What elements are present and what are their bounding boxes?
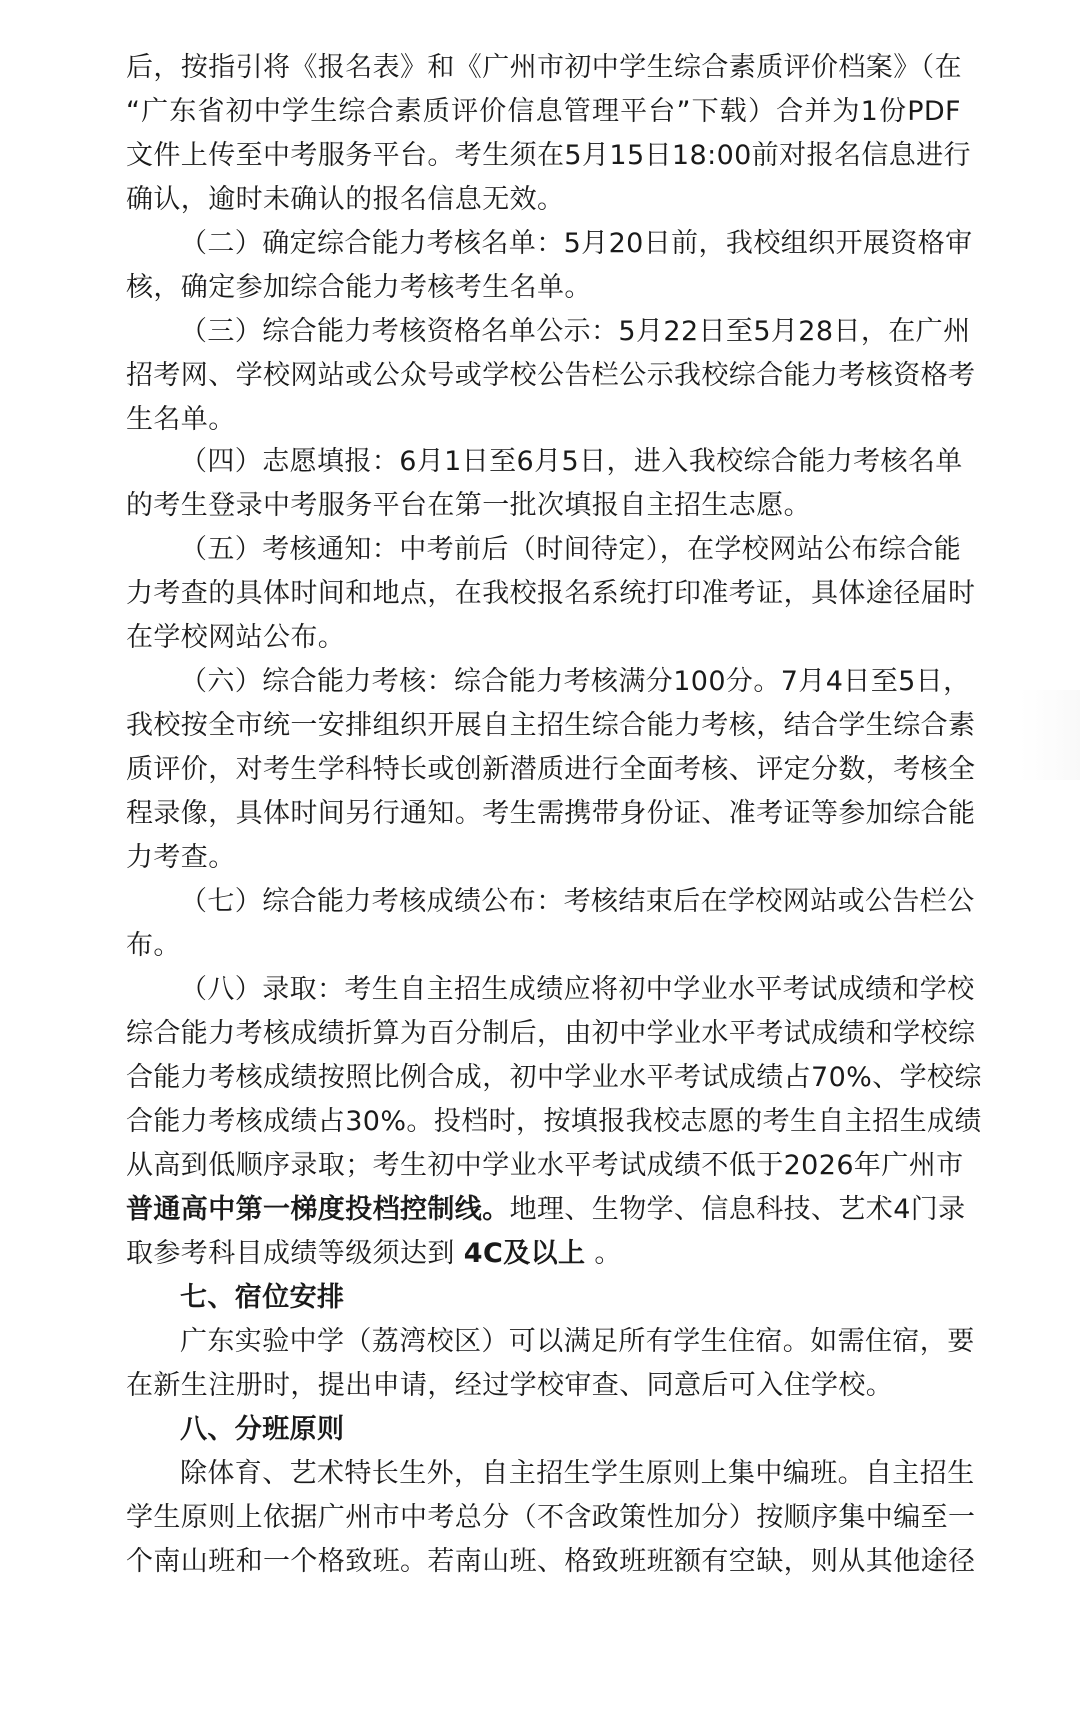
text-line: （三）综合能力考核资格名单公示：5月22日至5月28日，在广州 — [180, 316, 971, 347]
text-line: 确认，逾时未确认的报名信息无效。 — [126, 184, 565, 215]
text-line: 生名单。 — [126, 404, 236, 435]
text-line: 程录像，具体时间另行通知。考生需携带身份证、准考证等参加综合能 — [126, 798, 976, 829]
text-line: 在学校网站公布。 — [126, 622, 346, 653]
text-line: 布。 — [126, 930, 181, 961]
text-line: （八）录取：考生自主招生成绩应将初中学业水平考试成绩和学校 — [180, 974, 975, 1005]
text-line: （四）志愿填报：6月1日至6月5日，进入我校综合能力考核名单 — [180, 446, 963, 477]
text-line: （五）考核通知：中考前后（时间待定），在学校网站公布综合能 — [180, 534, 962, 565]
text-line: 招考网、学校网站或公众号或学校公告栏公示我校综合能力考核资格考 — [126, 360, 976, 391]
text-line: 力考查。 — [126, 842, 236, 873]
text-line: 力考查的具体时间和地点，在我校报名系统打印准考证，具体途径届时 — [126, 578, 976, 609]
text-span: 。 — [585, 1238, 622, 1269]
text-line: 学生原则上依据广州市中考总分（不含政策性加分）按顺序集中编至一 — [126, 1502, 976, 1533]
scan-artifact — [1020, 690, 1080, 780]
text-line: （七）综合能力考核成绩公布：考核结束后在学校网站或公告栏公 — [180, 886, 975, 917]
text-line: 后，按指引将《报名表》和《广州市初中学生综合素质评价档案》（在 — [126, 52, 962, 83]
section-heading: 八、分班原则 — [180, 1414, 345, 1445]
text-line — [126, 1230, 961, 1278]
text-line: 在新生注册时，提出申请，经过学校审查、同意后可入住学校。 — [126, 1370, 894, 1401]
text-line: 的考生登录中考服务平台在第一批次填报自主招生志愿。 — [126, 490, 811, 521]
bold-text: 普通高中第一梯度投档控制线。 — [126, 1194, 510, 1225]
text-line: 综合能力考核成绩折算为百分制后，由初中学业水平考试成绩和学校综 — [126, 1018, 976, 1049]
text-line: 从高到低顺序录取；考生初中学业水平考试成绩不低于2026年广州市 — [126, 1150, 964, 1181]
bold-text: 4C及以上 — [463, 1238, 586, 1269]
text-line: （二）确定综合能力考核名单：5月20日前，我校组织开展资格审 — [180, 228, 973, 259]
text-line: 我校按全市统一安排组织开展自主招生综合能力考核，结合学生综合素 — [126, 710, 976, 741]
text-line: 文件上传至中考服务平台。考生须在5月15日18:00前对报名信息进行 — [126, 140, 971, 171]
text-line: 广东实验中学（荔湾校区）可以满足所有学生住宿。如需住宿，要 — [180, 1326, 975, 1357]
text-line: 个南山班和一个格致班。若南山班、格致班班额有空缺，则从其他途径 — [126, 1546, 976, 1577]
text-line: 合能力考核成绩按照比例合成，初中学业水平考试成绩占70%、学校综 — [126, 1062, 982, 1093]
text-span: 取参考科目成绩等级须达到 — [126, 1238, 464, 1269]
text-line: “广东省初中学生综合素质评价信息管理平台”下载）合并为1份PDF — [126, 96, 961, 127]
text-line — [126, 1186, 966, 1234]
text-line: 核，确定参加综合能力考核考生名单。 — [126, 272, 592, 303]
text-span: 地理、生物学、信息科技、艺术4门录 — [509, 1194, 966, 1225]
text-line: （六）综合能力考核：综合能力考核满分100分。7月4日至5日， — [180, 666, 971, 697]
text-line: 合能力考核成绩占30%。投档时，按填报我校志愿的考生自主招生成绩 — [126, 1106, 982, 1137]
text-line: 质评价，对考生学科特长或创新潜质进行全面考核、评定分数，考核全 — [126, 754, 976, 785]
text-line: 除体育、艺术特长生外，自主招生学生原则上集中编班。自主招生 — [180, 1458, 975, 1489]
section-heading: 七、宿位安排 — [180, 1282, 345, 1313]
